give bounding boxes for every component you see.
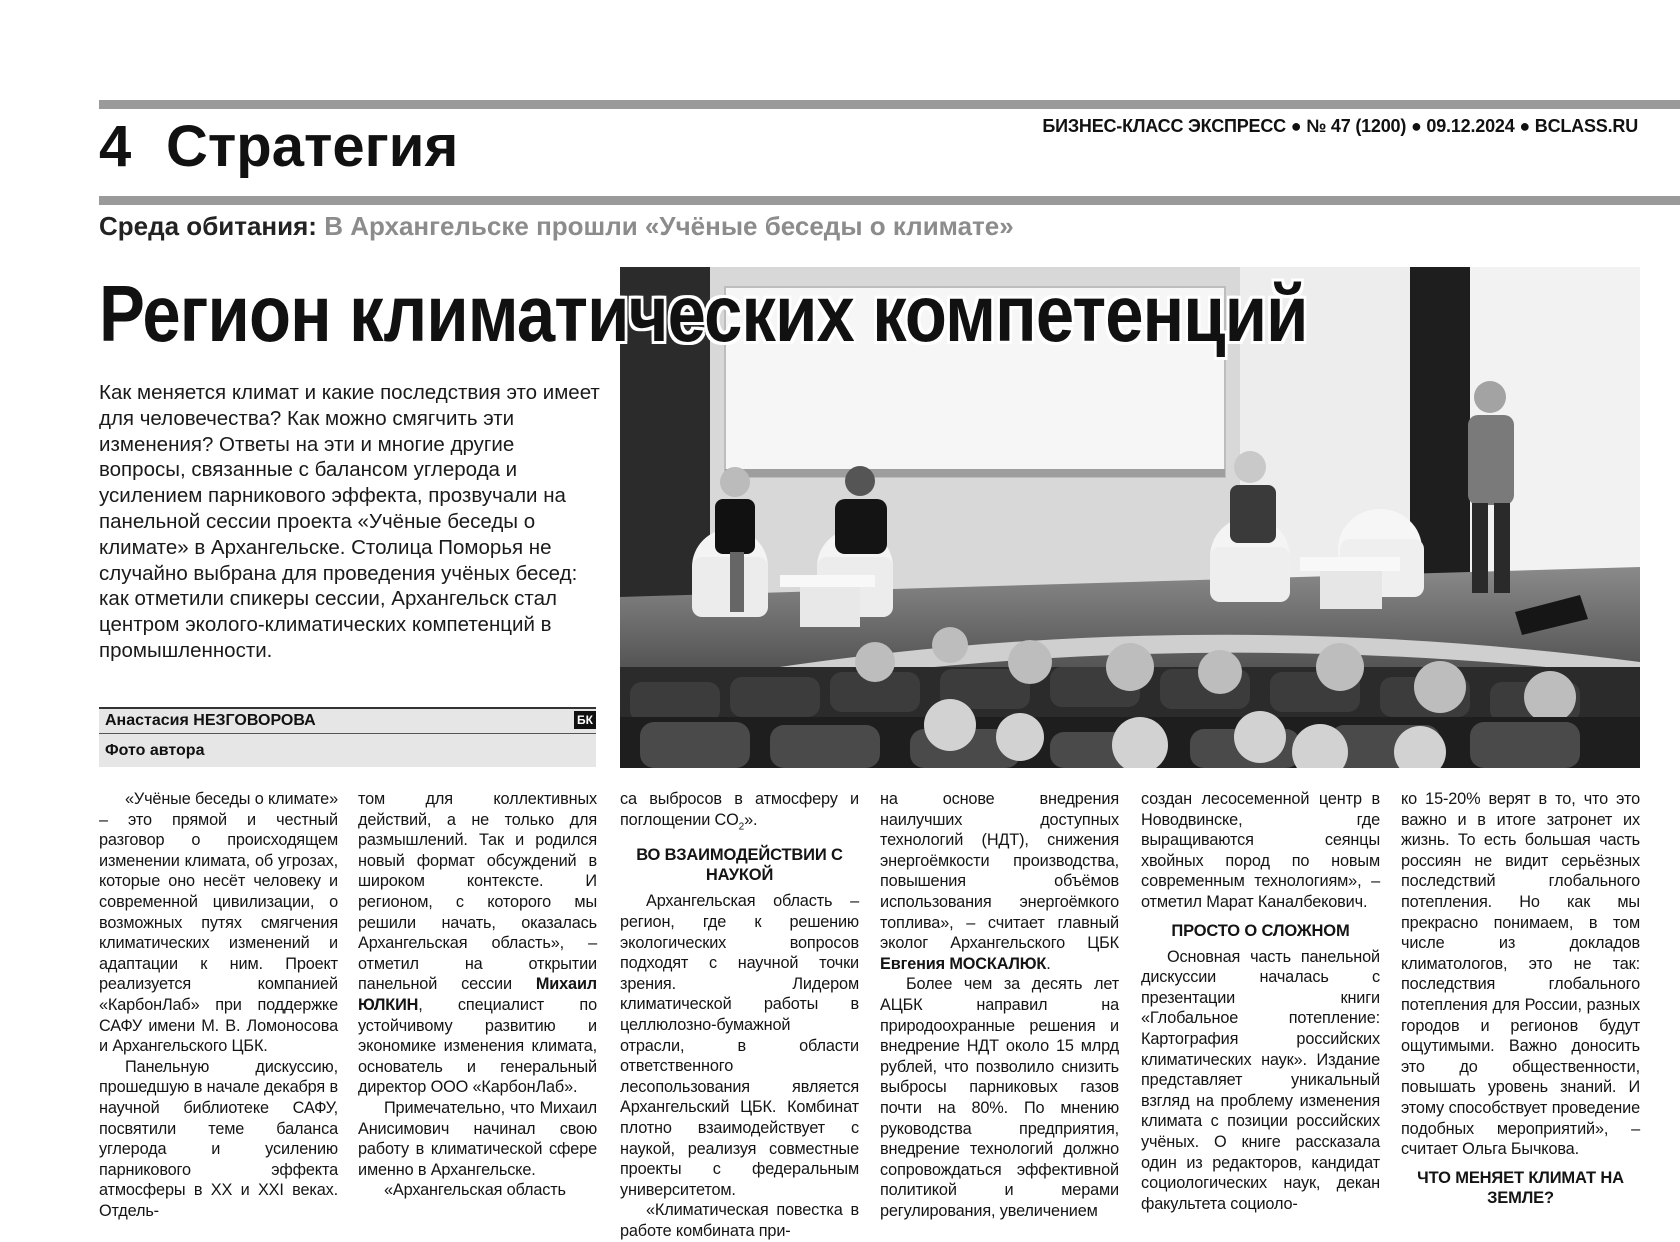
paragraph: «Учёные беседы о климате» – это прямой и честный разговор о происходящем изменении климата, об угрозах, которые оно несёт человеку и современной цивилизации, о возможных путях смягчения климатических изменений и адаптации к ним. Проект реализуется компанией «КарбонЛаб» при поддержке САФУ имени М. В. Ломоносова и Архангельского ЦБК.	[99, 790, 338, 1056]
subheading: ПРОСТО О СЛОЖНОМ	[1171, 921, 1350, 940]
paragraph-text: на основе внедрения наилучших доступных технологий (НДТ), снижения энергоёмкости производства, повышения объёмов использования энергоёмкого топлива», – считает главный эколог Архангельского ЦБК	[880, 790, 1119, 953]
paragraph-text: са выбросов в атмосферу и поглощении CO	[620, 790, 859, 829]
article-column-6	[1401, 789, 1640, 1214]
speaker-name: Евгения МОСКАЛЮК	[880, 954, 1047, 973]
mid-rule	[99, 196, 1680, 205]
paragraph: Более чем за десять лет АЦБК направил на природоохранные решения и внедрение НДТ около 15 млрд рублей, что позволило снизить выбросы парниковых газов почти на 80%. По мнению руководства предприятия, внедрение технологий должно сопровождаться эффективной политикой и мерами регулирования, увеличением	[880, 975, 1119, 1220]
paragraph	[358, 789, 597, 1098]
paragraph: Панельную дискуссию, прошедшую в начале декабря в научной библиотеке САФУ, посвятили теме баланса углерода и усилению парникового эффекта атмосферы в XX и XXI веках. Отдель-	[99, 1057, 338, 1220]
paragraph-text: , специалист по устойчивому развитию и экономике изменения климата, основатель и генеральный директор ООО «КарбонЛаб».	[358, 995, 597, 1097]
author	[105, 710, 316, 732]
rubric	[99, 209, 1014, 243]
masthead: БИЗНЕС-КЛАСС ЭКСПРЕСС ● № 47 (1200) ● 09.12.2024 ● BCLASS.RU	[1042, 116, 1638, 136]
section-title: Стратегия	[166, 114, 459, 179]
paragraph	[620, 789, 859, 837]
paragraph-text: .	[1046, 954, 1051, 973]
paragraph: Примечательно, что Михаил Анисимович начинал свою работу в климатической сфере именно в Архангельске.	[358, 1098, 597, 1179]
rubric-subtitle: В Архангельске прошли «Учёные беседы о климате»	[324, 211, 1014, 241]
headline: Регион климатических компетенций	[99, 269, 1308, 358]
paragraph: создан лесосеменной центр в Новодвинске, где выращиваются сеянцы хвойных пород по новым современным технологиям», – отметил Марат Каналбекович.	[1141, 790, 1380, 911]
paragraph: ко 15-20% верят в то, что это важно и в итоге затронет их жизнь. То есть большая часть россиян не видит серьёзных последствий глобального потепления. Но как мы прекрасно понимаем, в том числе из докладов климатологов, это не так: последствия глобального потепления для России, разных городов и регионов будут ощутимыми. Важно доносить это до общественности, повышать уровень знаний. И этому способствует проведение подобных мероприятий», – считает Ольга Бычкова.	[1401, 790, 1640, 1159]
rubric-label: Среда обитания:	[99, 211, 317, 241]
paragraph-text: ».	[744, 810, 758, 829]
byline-rule-mid	[99, 733, 596, 734]
paragraph: Основная часть панельной дискуссии началась с презентации книги «Глобальное потепление: Картография российских климатических наук». Издание представляет уникальный взгляд на проблему изменения климата с позиции российских учёных. О книге рассказала один из редакторов, кандидат социологических наук, декан факультета социоло-	[1141, 947, 1380, 1213]
article-column-1	[99, 789, 338, 1221]
paragraph: Архангельская область – регион, где к решению экологических вопросов подходят с научной точки зрения. Лидером климатической работы в целлюлозно-бумажной отрасли, в области ответственного лесопользования является Архангельский ЦБК. Комбинат плотно взаимодействует с наукой, реализуя совместные проекты с федеральным университетом.	[620, 892, 859, 1199]
article-column-4	[880, 789, 1119, 1221]
article-column-3	[620, 789, 859, 1242]
article-column-5	[1141, 789, 1380, 1214]
paragraph: «Климатическая повестка в работе комбината при-	[620, 1201, 859, 1240]
author-family-name: НЕЗГОВОРОВА	[193, 712, 316, 729]
top-rule	[99, 100, 1680, 109]
paragraph	[880, 789, 1119, 974]
speaker-name: Михаил ЮЛКИН	[358, 975, 597, 1014]
paragraph-text: том для коллективных действий, а не только для размышлений. Так и родился новый формат обсуждений в широком контексте. И регионом, с которого мы решили начать, оказалась Архангельская область», – отметил на открытии панельной сессии	[358, 790, 597, 994]
bk-logo: БК	[574, 711, 596, 729]
author-given-name: Анастасия	[105, 712, 189, 729]
article-column-2	[358, 789, 597, 1201]
subheading: ЧТО МЕНЯЕТ КЛИМАТ НА ЗЕМЛЕ?	[1417, 1168, 1624, 1207]
paragraph: «Архангельская область	[384, 1181, 566, 1200]
subscript: 2	[738, 820, 745, 832]
page-number: 4	[99, 114, 132, 179]
byline-rule-top	[99, 707, 596, 709]
lead-paragraph: Как меняется климат и какие последствия это имеет для человечества? Как можно смягчить эти изменения? Ответы на эти и многие другие вопросы, связанные с балансом углерода и усилением парникового эффекта, прозвучали на панельной сессии проекта «Учёные беседы о климате» в Архангельске. Столица Поморья не случайно выбрана для проведения учёных бесед: как отметили спикеры сессии, Архангельск стал центром эколого-климатических компетенций в промышленности.	[99, 381, 600, 662]
photo-credit: Фото автора	[105, 742, 205, 759]
subheading: ВО ВЗАИМОДЕЙСТВИИ С НАУКОЙ	[636, 846, 843, 885]
